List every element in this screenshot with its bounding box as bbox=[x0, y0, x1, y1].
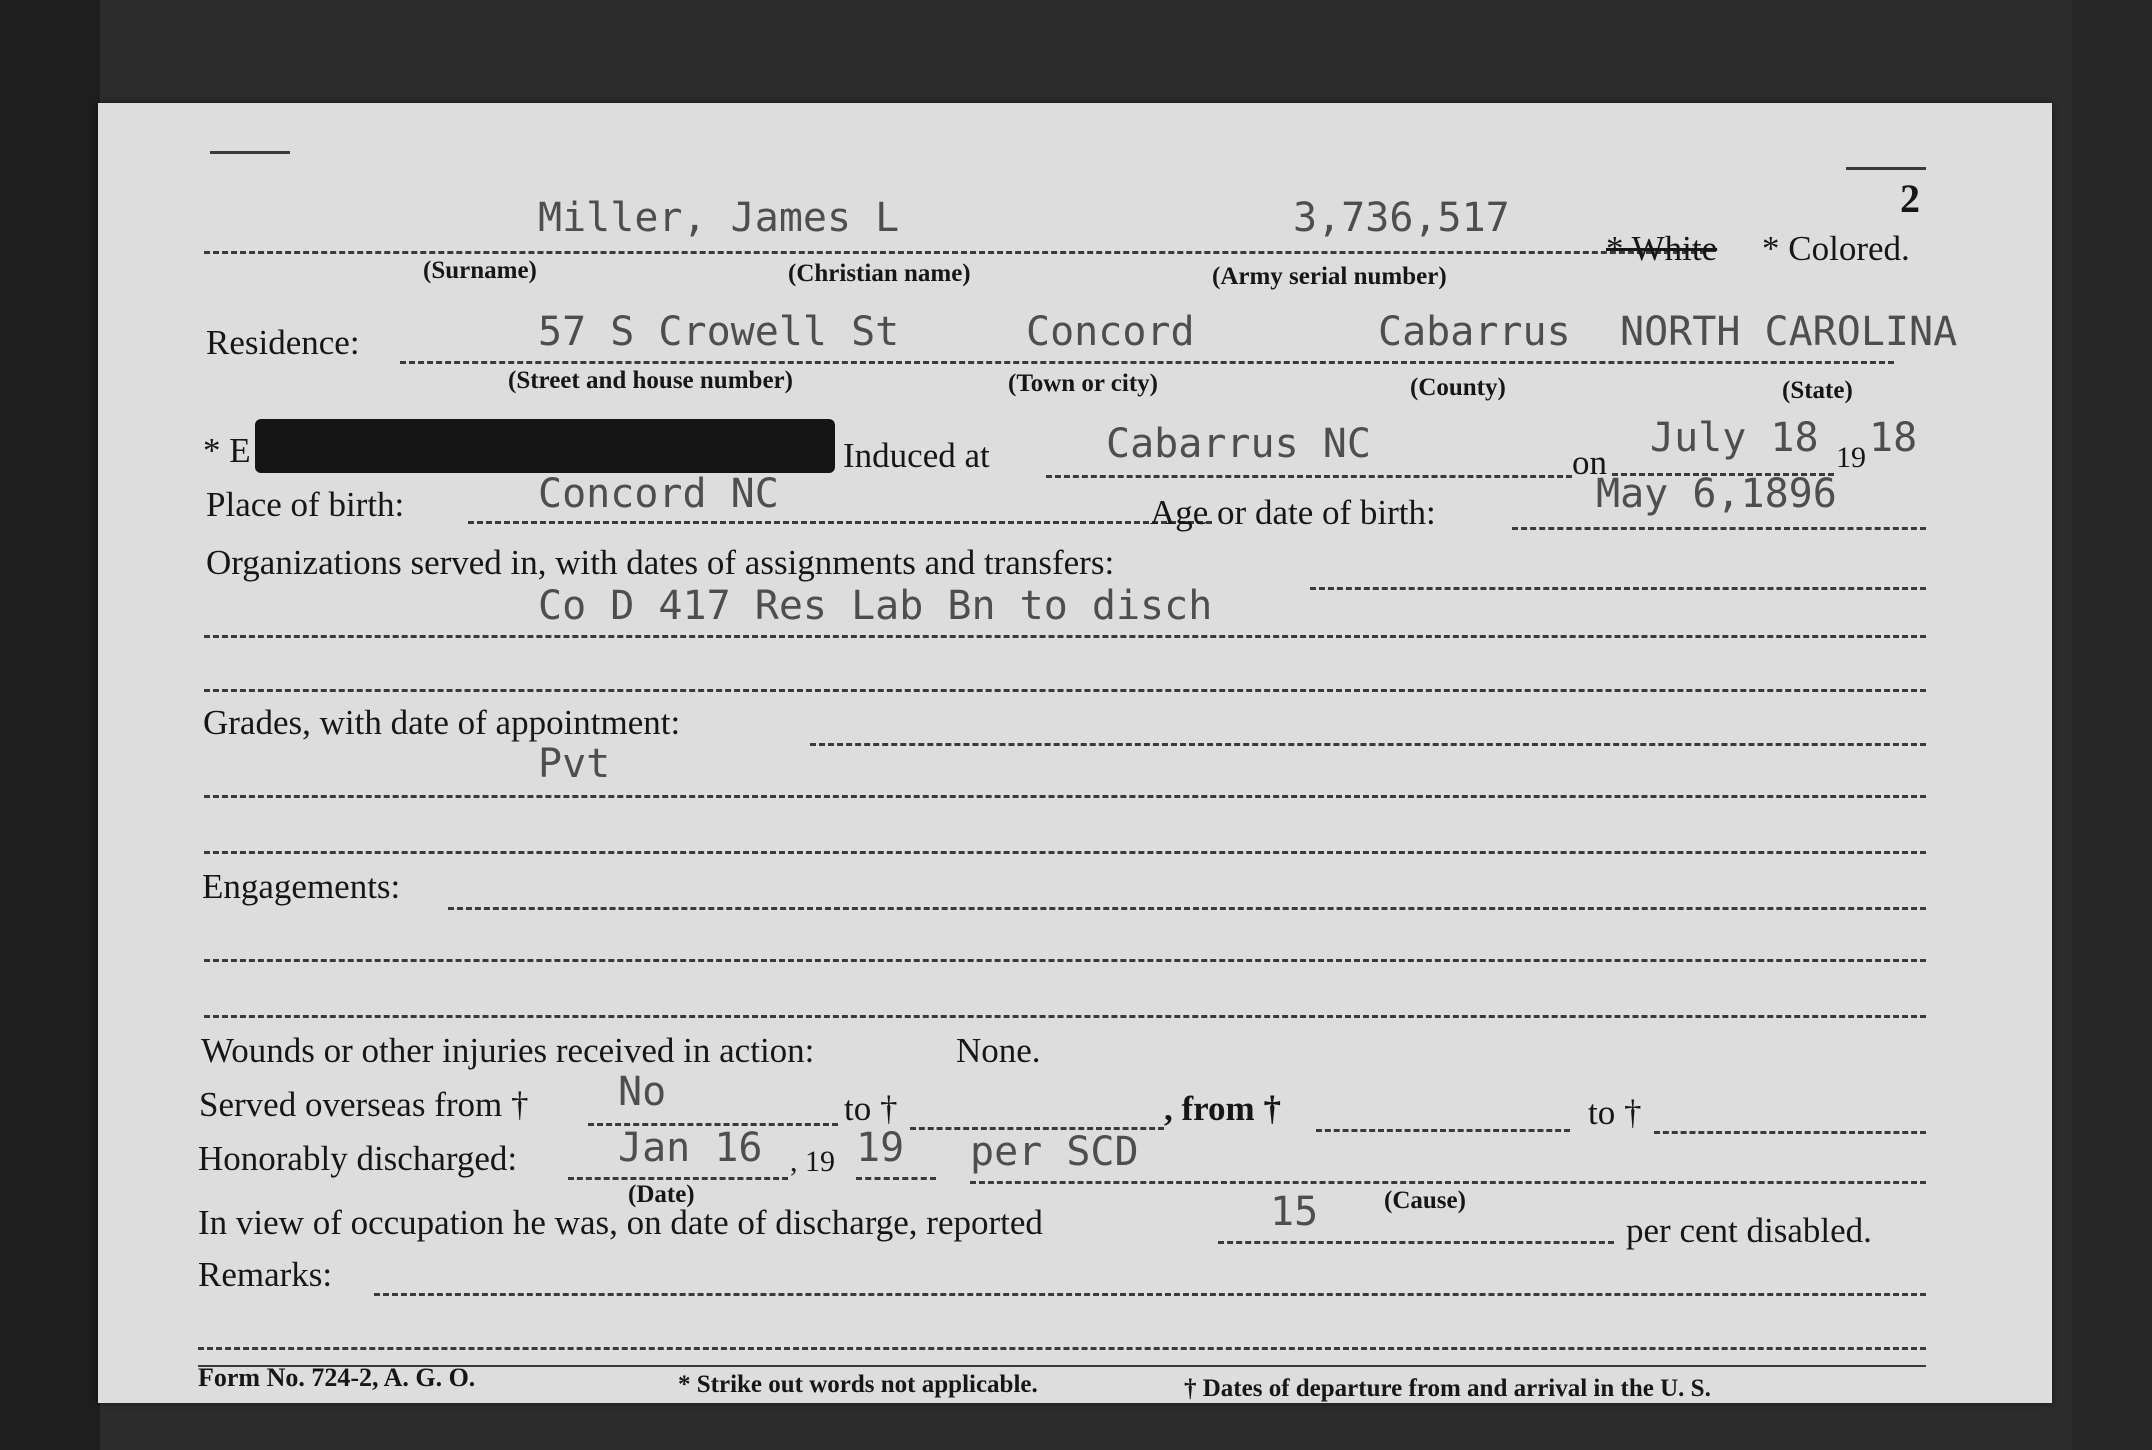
serial-number-value: 3,736,517 bbox=[1293, 195, 1510, 241]
per-cent-disabled-label: per cent disabled. bbox=[1626, 1211, 1872, 1250]
background-right-edge bbox=[2072, 0, 2152, 1450]
percent-disabled-line bbox=[1218, 1241, 1614, 1244]
date-of-birth-value: May 6,1896 bbox=[1596, 471, 1837, 517]
overseas-to-label: to † bbox=[844, 1089, 898, 1128]
discharge-year-line bbox=[856, 1177, 936, 1180]
discharged-label: Honorably discharged: bbox=[198, 1139, 518, 1178]
overseas-from2-label: , from † bbox=[1164, 1089, 1281, 1128]
place-of-birth-label: Place of birth: bbox=[206, 485, 405, 524]
dob-line bbox=[1512, 527, 1926, 530]
wounds-label: Wounds or other injuries received in action: bbox=[201, 1031, 815, 1070]
county-caption: (County) bbox=[1410, 374, 1506, 401]
discharge-cause-line bbox=[970, 1181, 1926, 1184]
wounds-value: None. bbox=[956, 1031, 1041, 1070]
residence-label: Residence: bbox=[206, 323, 360, 362]
engagements-line-1 bbox=[448, 907, 1926, 910]
grades-line-1 bbox=[810, 743, 1926, 746]
organizations-line-1 bbox=[1310, 587, 1926, 590]
place-of-birth-value: Concord NC bbox=[538, 471, 779, 517]
organizations-line-2 bbox=[204, 635, 1926, 638]
army-serial-caption: (Army serial number) bbox=[1212, 263, 1447, 290]
enlisted-prefix: * E bbox=[203, 431, 251, 470]
inducted-at-label: Induced at bbox=[843, 436, 990, 475]
remarks-line-1 bbox=[374, 1293, 1926, 1296]
discharge-date-value: Jan 16 bbox=[618, 1125, 763, 1171]
date-caption: (Date) bbox=[628, 1181, 695, 1208]
redaction-bar bbox=[255, 419, 835, 473]
overseas-from2-line bbox=[1316, 1129, 1570, 1132]
service-record-card bbox=[98, 103, 2052, 1403]
grade-value: Pvt bbox=[538, 741, 611, 787]
name-line bbox=[204, 251, 1706, 254]
town-caption: (Town or city) bbox=[1008, 370, 1158, 397]
discharge-year-prefix: , 19 bbox=[790, 1145, 835, 1178]
organizations-label: Organizations served in, with dates of assignments and transfers: bbox=[206, 543, 1115, 582]
discharge-cause-value: per SCD bbox=[970, 1129, 1139, 1175]
overseas-from-value: No bbox=[618, 1069, 667, 1115]
residence-town-value: Concord bbox=[1026, 309, 1195, 355]
street-caption: (Street and house number) bbox=[508, 367, 793, 394]
inducted-year-prefix: 19 bbox=[1836, 441, 1866, 474]
on-label: on bbox=[1572, 443, 1607, 482]
overseas-to2-line bbox=[1654, 1131, 1926, 1134]
grades-label: Grades, with date of appointment: bbox=[203, 703, 681, 742]
discharge-year-value: 19 bbox=[856, 1125, 905, 1171]
residence-state-value: NORTH CAROLINA bbox=[1620, 309, 1958, 355]
occupation-label: In view of occupation he was, on date of discharge, reported bbox=[198, 1203, 1043, 1242]
inducted-date-value: July 18 bbox=[1650, 415, 1819, 461]
overseas-to2-label: to † bbox=[1588, 1093, 1642, 1132]
grades-line-2 bbox=[204, 795, 1926, 798]
organizations-line-3 bbox=[204, 689, 1926, 692]
footer-note-dates: † Dates of departure from and arrival in the U. S. bbox=[1184, 1375, 1711, 1402]
form-number: Form No. 724-2, A. G. O. bbox=[198, 1363, 476, 1392]
race-colored-label: * Colored. bbox=[1762, 229, 1910, 268]
race-white-label: * White bbox=[1606, 229, 1718, 268]
engagements-line-3 bbox=[204, 1015, 1926, 1018]
background-left-edge bbox=[0, 0, 100, 1450]
name-value: Miller, James L bbox=[538, 195, 900, 241]
percent-disabled-value: 15 bbox=[1270, 1189, 1319, 1235]
remarks-line-2 bbox=[198, 1347, 1926, 1350]
inducted-place-value: Cabarrus NC bbox=[1106, 421, 1371, 467]
residence-line bbox=[400, 361, 1894, 364]
residence-county-value: Cabarrus bbox=[1378, 309, 1571, 355]
served-overseas-label: Served overseas from † bbox=[199, 1085, 529, 1124]
footer-note-strike: * Strike out words not applicable. bbox=[678, 1371, 1038, 1398]
engagements-label: Engagements: bbox=[202, 867, 401, 906]
engagements-line-2 bbox=[204, 959, 1926, 962]
corner-mark bbox=[210, 151, 290, 154]
grades-line-3 bbox=[204, 851, 1926, 854]
place-of-birth-line bbox=[468, 521, 1212, 524]
card-number-rule bbox=[1846, 167, 1926, 170]
organization-value: Co D 417 Res Lab Bn to disch bbox=[538, 583, 1213, 629]
inducted-year-value: 18 bbox=[1869, 415, 1918, 461]
christian-name-caption: (Christian name) bbox=[788, 260, 971, 287]
remarks-label: Remarks: bbox=[198, 1255, 333, 1294]
discharge-date-line bbox=[568, 1177, 788, 1180]
residence-street-value: 57 S Crowell St bbox=[538, 309, 900, 355]
card-number: 2 bbox=[1900, 176, 1920, 221]
cause-caption: (Cause) bbox=[1384, 1187, 1466, 1214]
inducted-place-line bbox=[1046, 475, 1572, 478]
age-dob-label: Age or date of birth: bbox=[1150, 493, 1436, 532]
state-caption: (State) bbox=[1782, 377, 1853, 404]
surname-caption: (Surname) bbox=[423, 257, 537, 284]
